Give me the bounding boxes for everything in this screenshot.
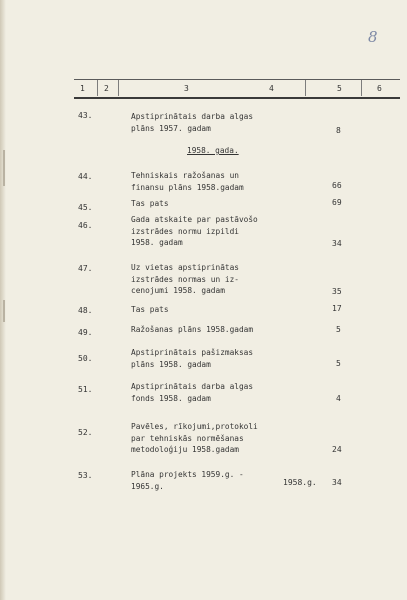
row-sheet-count: 5	[336, 325, 341, 334]
column-divider	[305, 80, 306, 96]
row-sheet-count: 34	[332, 478, 342, 487]
row-sheet-count: 69	[332, 198, 342, 207]
column-divider	[118, 80, 119, 96]
row-number: 44.	[78, 172, 93, 181]
row-title-line: finansu plāns 1958.gadam	[131, 182, 244, 192]
row-number: 43.	[78, 111, 93, 120]
row-title-line: Plāna projekts 1959.g. -	[131, 470, 244, 479]
column-divider	[97, 80, 98, 96]
row-sheet-count: 34	[332, 239, 342, 248]
row-number: 51.	[78, 385, 93, 394]
row-title-line: 1965.g.	[131, 481, 164, 491]
column-header-1: 1	[80, 84, 85, 93]
row-sheet-count: 4	[336, 394, 341, 403]
header-rule-top	[74, 79, 400, 80]
header-rule-bottom	[74, 97, 400, 99]
row-number: 48.	[78, 306, 93, 315]
row-dates: 1958.g.	[283, 478, 317, 487]
row-title-line: Gada atskaite par pastāvošo	[131, 215, 258, 224]
left-margin-mark	[3, 300, 5, 322]
column-divider	[361, 80, 362, 96]
row-title-line: Tas pats	[131, 199, 169, 208]
row-sheet-count: 17	[332, 304, 342, 313]
row-title-line: Apstiprinātais darba algas	[131, 112, 254, 121]
row-number: 50.	[78, 354, 93, 363]
column-header-4: 4	[269, 84, 274, 93]
column-header-2: 2	[104, 84, 109, 93]
row-title-line: fonds 1958. gadam	[131, 393, 211, 403]
row-title-line: Uz vietas apstiprinātas	[131, 263, 239, 272]
row-title-line: metodoloģiju 1958.gadam	[131, 445, 239, 454]
row-sheet-count: 8	[336, 126, 341, 135]
row-title-line: Tehniskais ražošanas un	[131, 171, 239, 180]
row-title-line: 1958. gadam	[131, 238, 183, 247]
row-title-line: Apstiprinātais darba algas	[131, 382, 254, 391]
row-number: 45.	[78, 203, 93, 212]
row-number: 52.	[78, 428, 93, 437]
section-heading-1958: 1958. gada.	[187, 146, 239, 155]
row-sheet-count: 24	[332, 445, 342, 454]
row-title-line: izstrādes normu izpildi	[131, 226, 239, 236]
row-sheet-count: 5	[336, 359, 341, 368]
row-sheet-count: 66	[332, 181, 342, 190]
row-number: 46.	[78, 221, 93, 230]
row-number: 49.	[78, 328, 93, 337]
column-header-6: 6	[377, 84, 382, 93]
row-title-line: Pavēles, rīkojumi,protokoli	[131, 422, 258, 431]
row-title-line: plāns 1957. gadam	[131, 123, 211, 133]
row-title-line: plāns 1958. gadam	[131, 359, 211, 369]
row-title-line: Ražošanas plāns 1958.gadam	[131, 325, 254, 334]
row-title-line: izstrādes normas un iz-	[131, 274, 239, 284]
row-number: 53.	[78, 471, 93, 480]
row-title-line: Tas pats	[131, 305, 169, 314]
left-margin-mark	[3, 150, 5, 186]
page-number: 8	[368, 28, 378, 46]
column-header-5: 5	[337, 84, 342, 93]
row-number: 47.	[78, 264, 93, 273]
row-sheet-count: 35	[332, 287, 342, 296]
column-header-3: 3	[184, 84, 189, 93]
row-title-line: par tehniskās normēšanas	[131, 433, 244, 443]
row-title-line: cenojumi 1958. gadam	[131, 286, 225, 295]
row-title-line: Apstiprinātais pašizmaksas	[131, 348, 254, 357]
